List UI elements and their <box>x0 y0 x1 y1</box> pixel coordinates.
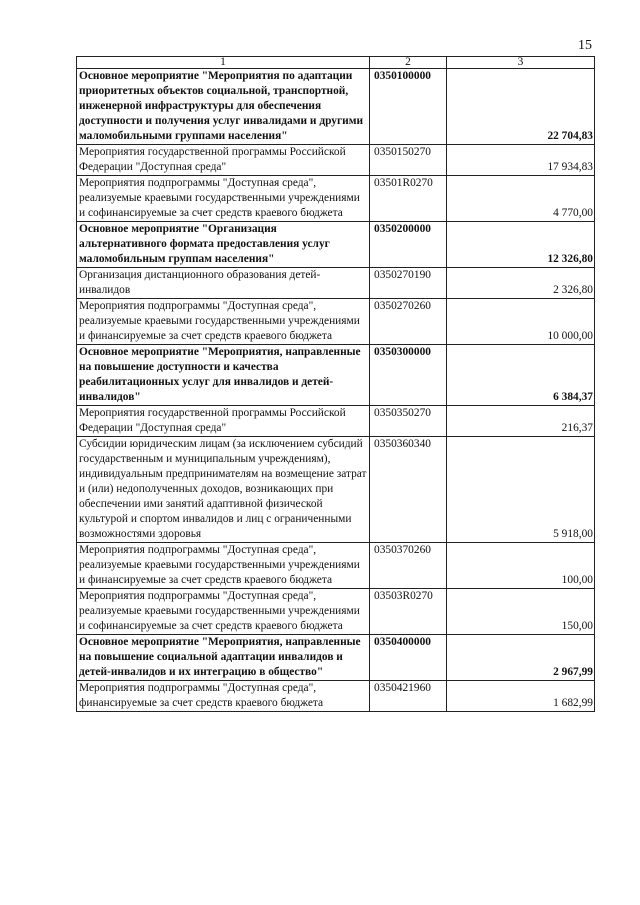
row-name-cell: Мероприятия государственной программы Российской Федерации "Доступная среда" <box>77 406 370 437</box>
row-code-cell: 03503R0270 <box>370 589 447 635</box>
table-header-row <box>77 57 595 69</box>
row-code-cell: 0350270190 <box>370 268 447 299</box>
row-name-cell: Мероприятия подпрограммы "Доступная среда", реализуемые краевыми государственными учреждениями и финансируемые за счет средств краевого бюджета <box>77 299 370 345</box>
page-number: 15 <box>578 38 592 53</box>
column-header: 2 <box>370 57 447 69</box>
table-row <box>77 589 595 635</box>
row-name-cell: Мероприятия государственной программы Российской Федерации "Доступная среда" <box>77 145 370 176</box>
row-name-cell: Организация дистанционного образования детей-инвалидов <box>77 268 370 299</box>
row-code-cell: 0350270260 <box>370 299 447 345</box>
row-amount-cell: 1 682,99 <box>447 681 595 712</box>
row-name-cell: Мероприятия подпрограммы "Доступная среда", реализуемые краевыми государственными учреждениями и софинансируемые за счет средств краевого бюджета <box>77 589 370 635</box>
table-row <box>77 299 595 345</box>
row-code-cell: 0350400000 <box>370 635 447 681</box>
row-amount-cell: 2 967,99 <box>447 635 595 681</box>
row-code-cell: 0350300000 <box>370 345 447 406</box>
row-code-cell: 0350100000 <box>370 69 447 145</box>
table-row <box>77 69 595 145</box>
row-name-cell: Основное мероприятие "Мероприятия, направленные на повышение доступности и качества реабилитационных услуг для инвалидов и детей-инвалидов" <box>77 345 370 406</box>
row-code-cell: 0350150270 <box>370 145 447 176</box>
row-name-cell: Основное мероприятие "Организация альтернативного формата предоставления услуг маломобильным группам населения" <box>77 222 370 268</box>
row-amount-cell: 12 326,80 <box>447 222 595 268</box>
row-amount-cell: 22 704,83 <box>447 69 595 145</box>
row-amount-cell: 150,00 <box>447 589 595 635</box>
row-amount-cell: 216,37 <box>447 406 595 437</box>
row-code-cell: 0350350270 <box>370 406 447 437</box>
row-amount-cell: 17 934,83 <box>447 145 595 176</box>
table-row <box>77 635 595 681</box>
table-row <box>77 437 595 543</box>
row-amount-cell: 100,00 <box>447 543 595 589</box>
table-row <box>77 268 595 299</box>
row-code-cell: 03501R0270 <box>370 176 447 222</box>
row-code-cell: 0350421960 <box>370 681 447 712</box>
row-amount-cell: 10 000,00 <box>447 299 595 345</box>
table-row <box>77 681 595 712</box>
table-row <box>77 145 595 176</box>
row-name-cell: Мероприятия подпрограммы "Доступная среда", финансируемые за счет средств краевого бюджета <box>77 681 370 712</box>
column-header: 3 <box>447 57 595 69</box>
table-row <box>77 222 595 268</box>
row-amount-cell: 6 384,37 <box>447 345 595 406</box>
column-header: 1 <box>77 57 370 69</box>
table-row <box>77 176 595 222</box>
row-name-cell: Основное мероприятие "Мероприятия, направленные на повышение социальной адаптации инвалидов и детей-инвалидов и их интеграцию в общество" <box>77 635 370 681</box>
row-name-cell: Мероприятия подпрограммы "Доступная среда", реализуемые краевыми государственными учреждениями и финансируемые за счет средств краевого бюджета <box>77 543 370 589</box>
table-body <box>77 57 595 712</box>
row-code-cell: 0350200000 <box>370 222 447 268</box>
table-row <box>77 543 595 589</box>
row-amount-cell: 2 326,80 <box>447 268 595 299</box>
row-amount-cell: 5 918,00 <box>447 437 595 543</box>
table-row <box>77 345 595 406</box>
row-amount-cell: 4 770,00 <box>447 176 595 222</box>
row-name-cell: Основное мероприятие "Мероприятия по адаптации приоритетных объектов социальной, транспортной, инженерной инфраструктуры для обеспечения доступности и получения услуг инвалидами и другими маломобильными группами населения" <box>77 69 370 145</box>
budget-table <box>76 56 595 712</box>
table-row <box>77 406 595 437</box>
row-code-cell: 0350370260 <box>370 543 447 589</box>
row-code-cell: 0350360340 <box>370 437 447 543</box>
row-name-cell: Мероприятия подпрограммы "Доступная среда", реализуемые краевыми государственными учреждениями и софинансируемые за счет средств краевого бюджета <box>77 176 370 222</box>
row-name-cell: Субсидии юридическим лицам (за исключением субсидий государственным и муниципальным учреждениям), индивидуальным предпринимателям на возмещение затрат и (или) недополученных доходов, возникающих при обеспечении ими занятий адаптивной физической культурой и спортом инвалидов и лиц с ограниченными возможностями здоровья <box>77 437 370 543</box>
